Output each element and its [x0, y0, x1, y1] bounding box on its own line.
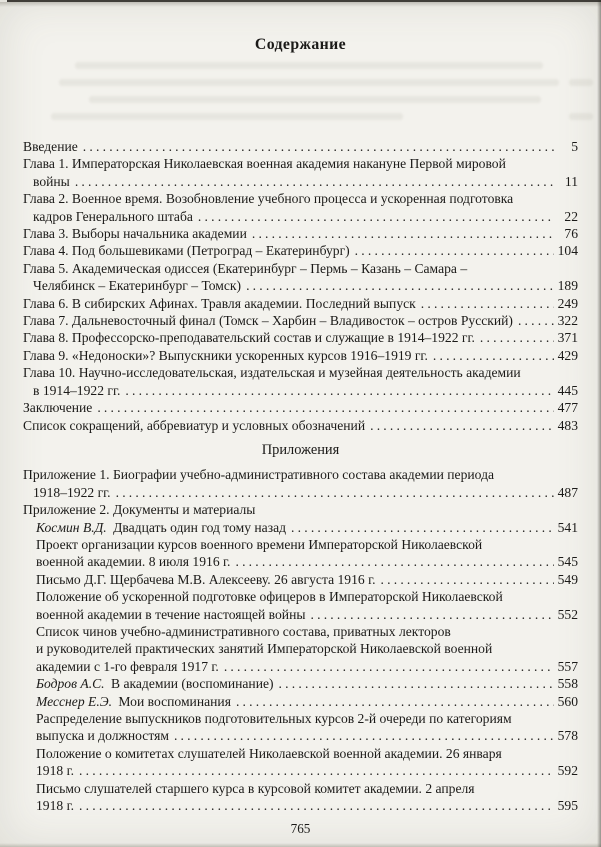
- toc-entry: [23, 588, 578, 623]
- entry-text: Письмо Д.Г. Щербачева М.В. Алексееву. 26 августа 1916 г.: [36, 571, 376, 587]
- entry-text: Письмо слушателей старшего курса в курсовой комитет академии. 2 апреля: [36, 780, 475, 796]
- entry-text: Введение: [23, 139, 78, 154]
- toc-entry: [23, 571, 578, 588]
- entry-page-number: 322: [557, 313, 578, 329]
- entry-page-number: 560: [557, 693, 578, 709]
- entry-text: Заключение: [23, 400, 93, 416]
- entry-page-number: 189: [557, 278, 578, 294]
- entry-page-number: 549: [557, 571, 578, 587]
- dot-leader: [311, 606, 555, 623]
- toc-entry: [23, 364, 578, 399]
- entry-text: Положение об ускоренной подготовке офицеров в Императорской Николаевской: [36, 589, 503, 605]
- entry-text: в 1914–1922 гг.: [33, 382, 121, 398]
- bleed-through-line: [51, 113, 403, 120]
- bleed-through-number: [569, 79, 593, 86]
- entry-text: войны: [33, 173, 70, 189]
- toc-entry: [23, 242, 578, 259]
- dot-leader: [224, 658, 554, 675]
- dot-leader: [235, 553, 554, 570]
- toc-entry: [23, 155, 578, 190]
- toc-entry: [23, 536, 578, 571]
- entry-text: Глава 6. В сибирских Афинах. Травля академии. Последний выпуск: [23, 295, 416, 311]
- entry-page-number: 578: [557, 728, 578, 744]
- entry-text: военной академии в течение настоящей войны: [36, 606, 306, 622]
- toc-entry: [23, 329, 578, 346]
- entry-page-number: 371: [557, 330, 578, 346]
- entry-text: Челябинск – Екатеринбург – Томск): [33, 278, 242, 294]
- scan-edge-bottom: [0, 843, 601, 847]
- entry-text: 1918 г.: [36, 763, 75, 779]
- toc-entry: [23, 225, 578, 242]
- entry-page-number: 22: [564, 208, 578, 224]
- dot-leader: [252, 225, 554, 242]
- entry-text: Приложение 2. Документы и материалы: [23, 502, 256, 518]
- entry-page-number: 76: [564, 226, 578, 242]
- toc-entry: [23, 519, 578, 536]
- toc-entry: [23, 295, 578, 312]
- dot-leader: [198, 208, 554, 225]
- table-of-contents: [23, 138, 578, 814]
- entry-page-number: 477: [557, 400, 578, 416]
- entry-page-number: 5: [571, 139, 578, 154]
- entry-page-number: 483: [557, 417, 578, 433]
- dot-leader: [246, 277, 554, 294]
- entry-page-number: 249: [557, 295, 578, 311]
- entry-text: и руководителей практических занятий Императорской Николаевской военной: [36, 641, 493, 657]
- dot-leader: [291, 519, 554, 536]
- toc-entry: [23, 693, 578, 710]
- entry-page-number: 595: [557, 798, 578, 814]
- appendix-heading: Приложения: [261, 441, 340, 458]
- toc-entry: [23, 138, 578, 155]
- entry-page-number: 445: [557, 382, 578, 398]
- entry-text: военной академии. 8 июля 1916 г.: [36, 554, 231, 570]
- bleed-through-line: [89, 96, 541, 103]
- entry-text: Глава 4. Под большевиками (Петроград – Екатеринбург): [23, 243, 350, 259]
- dot-leader: [370, 417, 554, 434]
- entry-text: Мои воспоминания: [115, 693, 231, 709]
- footer-page-number: 765: [290, 821, 311, 837]
- entry-text: Приложение 1. Биографии учебно-административного состава академии периода: [23, 467, 495, 483]
- bleed-through-number: [569, 113, 593, 120]
- toc-entry: [23, 347, 578, 364]
- entry-text: Распределение выпускников подготовительных курсов 2-й очереди по категориям: [36, 711, 512, 726]
- toc-entry: [23, 780, 578, 815]
- entry-page-number: 592: [557, 763, 578, 779]
- dot-leader: [480, 329, 554, 346]
- entry-page-number: 558: [557, 676, 578, 692]
- entry-page-number: 11: [564, 173, 578, 189]
- dot-leader: [518, 312, 554, 329]
- author-name: Бодров А.С.: [36, 676, 105, 692]
- toc-entry: [23, 312, 578, 329]
- entry-text: Глава 1. Императорская Николаевская военная академия накануне Первой мировой: [23, 156, 506, 172]
- entry-text: выпуска и должностям: [36, 728, 169, 744]
- toc-entry: [23, 399, 578, 416]
- dot-leader: [355, 242, 554, 259]
- dot-leader: [421, 295, 554, 312]
- bleed-through-line: [75, 62, 543, 69]
- entry-text: 1918–1922 гг.: [33, 484, 111, 500]
- dot-leader: [83, 138, 554, 155]
- entry-text: Список сокращений, аббревиатур и условных обозначений: [23, 417, 366, 433]
- author-name: Космин В.Д.: [36, 519, 107, 535]
- dot-leader: [279, 675, 554, 692]
- dot-leader: [79, 762, 554, 779]
- entry-text: Глава 7. Дальневосточный финал (Томск – Харбин – Владивосток – остров Русский): [23, 313, 513, 329]
- dot-leader: [174, 727, 554, 744]
- entry-text: Глава 2. Военное время. Возобновление учебного процесса и ускоренная подготовка: [23, 191, 514, 207]
- entry-page-number: 545: [557, 554, 578, 570]
- toc-entry: [23, 710, 578, 745]
- dot-leader: [125, 382, 554, 399]
- toc-entry: [23, 260, 578, 295]
- toc-entry: [23, 417, 578, 434]
- dot-leader: [75, 173, 554, 190]
- entry-text: Положение о комитетах слушателей Николаевской военной академии. 26 января: [36, 745, 502, 761]
- dot-leader: [116, 484, 554, 501]
- entry-page-number: 552: [557, 606, 578, 622]
- entry-text: Список чинов учебно-административного состава, приватных лекторов: [36, 623, 451, 639]
- bleed-through-line: [59, 79, 559, 86]
- toc-entry: [23, 675, 578, 692]
- entry-page-number: 429: [557, 347, 578, 363]
- entry-text: 1918 г.: [36, 798, 75, 814]
- entry-text: кадров Генерального штаба: [33, 208, 193, 224]
- entry-page-number: 541: [557, 519, 578, 535]
- toc-entry: [23, 745, 578, 780]
- toc-entry: [23, 190, 578, 225]
- dot-leader: [381, 571, 554, 588]
- dot-leader: [236, 693, 554, 710]
- entry-page-number: 487: [557, 484, 578, 500]
- toc-entry: [23, 501, 578, 518]
- entry-text: Глава 10. Научно-исследовательская, издательская и музейная деятельность академии: [23, 365, 521, 381]
- entry-text: академии с 1-го февраля 1917 г.: [36, 658, 219, 674]
- entry-page-number: 104: [557, 243, 578, 259]
- entry-text: Проект организации курсов военного времени Императорской Николаевской: [36, 536, 483, 552]
- entry-text: В академии (воспоминание): [107, 676, 274, 692]
- entry-page-number: 557: [557, 658, 578, 674]
- bleed-through-artifacts: [23, 54, 578, 138]
- entry-text: Глава 5. Академическая одиссея (Екатеринбург – Пермь – Казань – Самара –: [23, 260, 468, 276]
- dot-leader: [433, 347, 554, 364]
- entry-text: Глава 3. Выборы начальника академии: [23, 226, 247, 242]
- toc-entry: [23, 623, 578, 675]
- entry-text: Глава 9. «Недоноски»? Выпускники ускоренных курсов 1916–1919 гг.: [23, 347, 428, 363]
- entry-text: Глава 8. Профессорско-преподавательский состав и служащие в 1914–1922 гг.: [23, 330, 475, 346]
- dot-leader: [97, 399, 554, 416]
- dot-leader: [79, 797, 554, 814]
- author-name: Месснер Е.Э.: [36, 693, 113, 709]
- toc-entry: [23, 466, 578, 501]
- page-title: Содержание: [254, 36, 347, 53]
- entry-text: Двадцать один год тому назад: [109, 519, 287, 535]
